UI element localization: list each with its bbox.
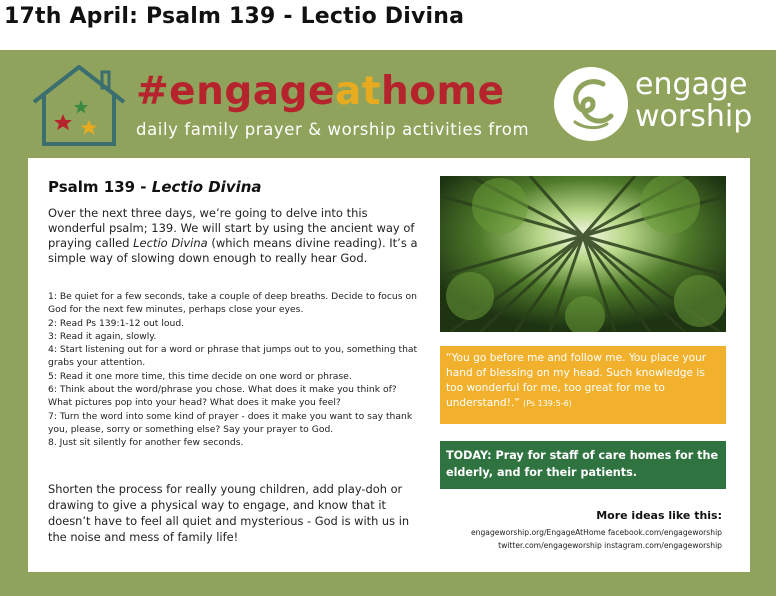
step-item: 1: Be quiet for a few seconds, take a couple of deep breaths. Decide to focus on God for the next few minutes, perhaps close your eyes. — [48, 291, 417, 316]
closing-paragraph: Shorten the process for really young children, add play-doh or drawing to give a physical way to engage, and know that it doesn’t have to feel all quiet and mysterious - God is with us in the noise and mess of family life! — [48, 482, 410, 544]
partner-name-line2: worship — [635, 99, 753, 134]
quote-reference: (Ps 139:5-6) — [523, 399, 572, 408]
forest-canopy-photo — [440, 176, 726, 332]
brand-subtitle: daily family prayer & worship activities from — [136, 120, 530, 139]
step-item: 8. Just sit silently for another few seconds. — [48, 437, 244, 449]
content-card — [28, 158, 750, 572]
step-item: 7: Turn the word into some kind of prayer - does it make you want to say thank you, please, sorry or something else? Say your prayer to God. — [48, 410, 413, 435]
step-item: 5: Read it one more time, this time decide on one word or phrase. — [48, 370, 352, 382]
steps-list — [48, 290, 418, 450]
partner-name-line1: engage — [635, 67, 748, 102]
intro-post: (which means divine reading). It’s a simple way of slowing down enough to really hear God. — [48, 236, 418, 265]
today-prayer-box: TODAY: Pray for staff of care homes for the elderly, and for their patients. — [440, 441, 726, 489]
links-line-1[interactable]: engageworship.org/EngageAtHome facebook.com/engageworship — [470, 528, 722, 537]
step-item: 2: Read Ps 139:1-12 out loud. — [48, 317, 185, 329]
psalm-heading-main: Psalm 139 - — [48, 178, 152, 196]
intro-paragraph — [48, 206, 418, 266]
scripture-quote-box — [440, 346, 726, 424]
quote-text: “You go before me and follow me. You place your hand of blessing on my head. Such knowledge is too wonderful for me, too great for me to understand!.” — [446, 352, 707, 409]
more-ideas-title: More ideas like this: — [596, 509, 722, 522]
brand-title — [136, 69, 505, 114]
step-item: 6: Think about the word/phrase you chose. What does it make you think of? What pictures pop into your head? What does it make you feel? — [48, 384, 397, 409]
brand-home: home — [380, 69, 505, 114]
intro-italic: Lectio Divina — [133, 236, 208, 250]
intro-pre: Over the next three days, we’re going to delve into this wonderful psalm; 139. We will start by using the ancient way of praying called — [48, 206, 415, 250]
brand-hash: #engage — [136, 69, 335, 114]
house-logo-icon — [30, 62, 128, 148]
step-item: 3: Read it again, slowly. — [48, 330, 157, 342]
links-line-2[interactable]: twitter.com/engageworship instagram.com/engageworship — [498, 541, 722, 550]
psalm-heading-italic: Lectio Divina — [151, 178, 262, 196]
engage-worship-logo-icon — [553, 66, 629, 142]
psalm-heading — [48, 178, 262, 196]
activity-sheet — [0, 50, 776, 596]
brand-at: at — [335, 69, 381, 114]
page-title: 17th April: Psalm 139 - Lectio Divina — [4, 4, 465, 29]
step-item: 4: Start listening out for a word or phrase that jumps out to you, something that grabs your attention. — [48, 344, 418, 369]
